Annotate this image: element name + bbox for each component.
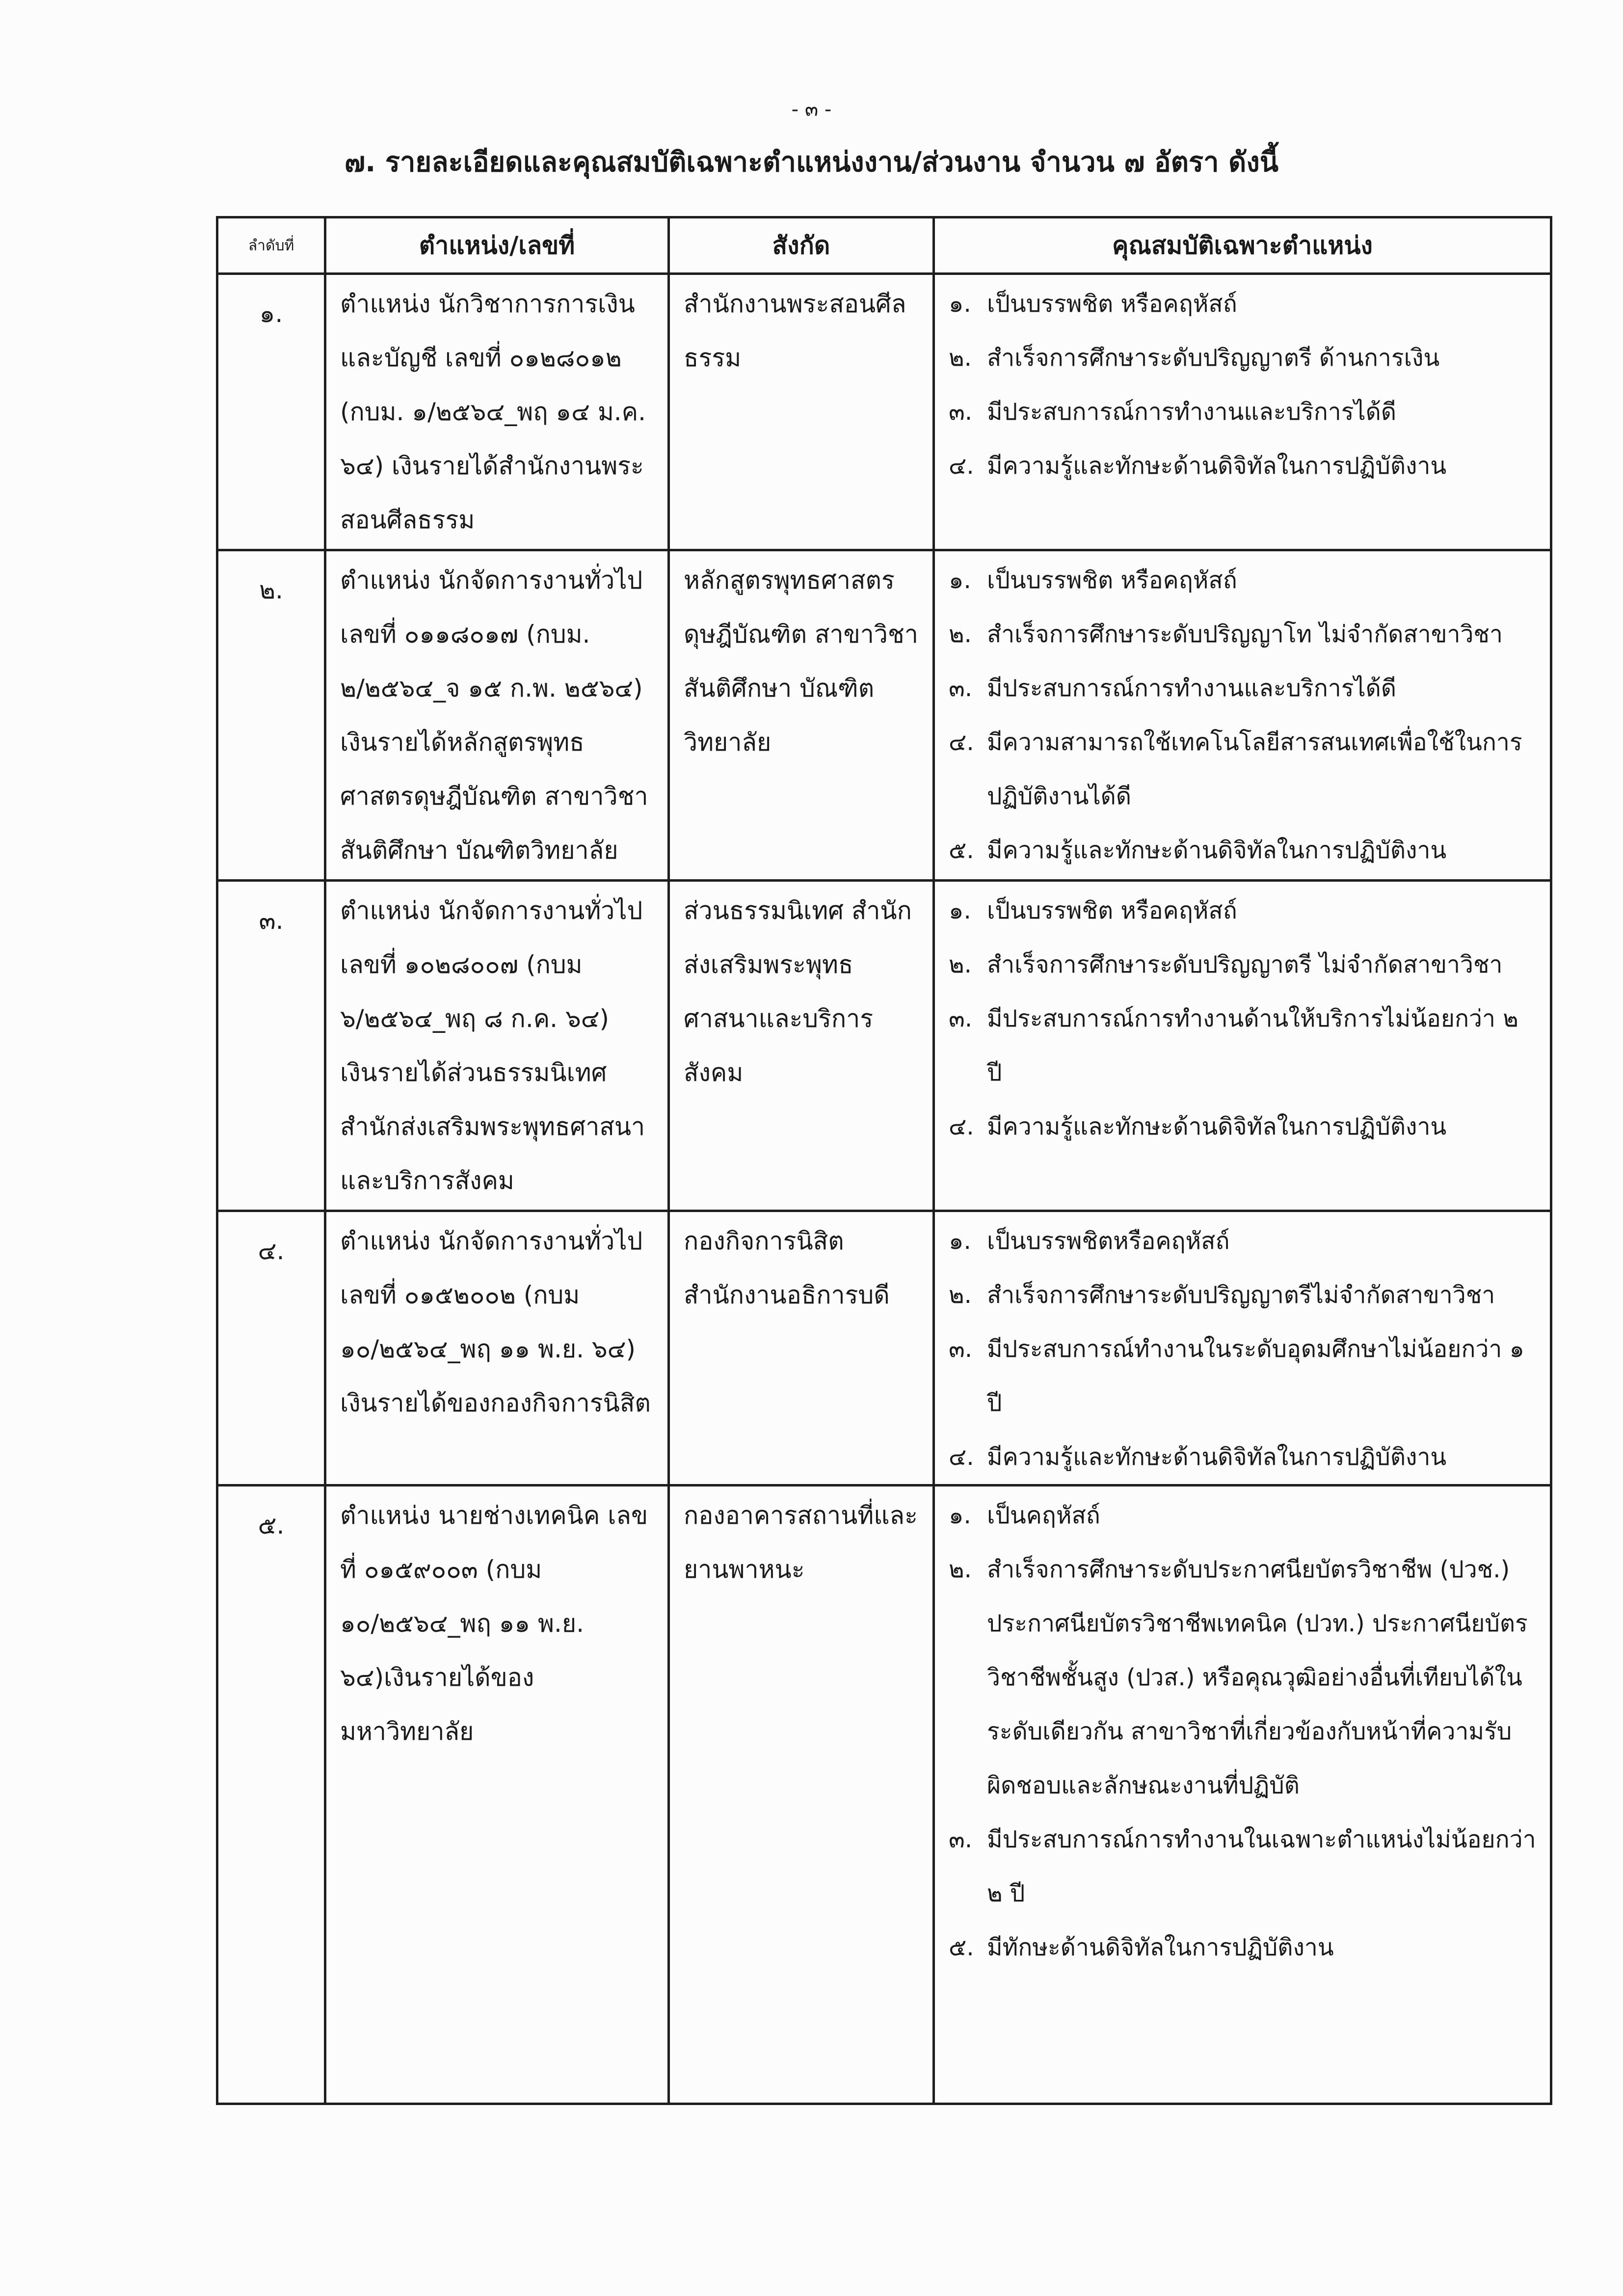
position-cell: ตำแหน่ง นายช่างเทคนิค เลขที่ ๐๑๕๙๐๐๓ (กบม ๑๐/๒๕๖๔_พฤ ๑๑ พ.ย. ๖๔)เงินรายได้ของมหาวิทยาลัย	[325, 1486, 669, 2104]
qualification-item: ๓. มีประสบการณ์การทำงานในเฉพาะตำแหน่งไม่น้อยกว่า ๒ ปี	[949, 1826, 1536, 1907]
qualification-item: ๑. เป็นบรรพชิต หรือคฤหัสถ์	[949, 567, 1237, 594]
qualifications-cell	[934, 550, 1551, 881]
qualification-item: ๒. สำเร็จการศึกษาระดับปริญญาโท ไม่จำกัดสาขาวิชา	[949, 621, 1503, 648]
position-cell: ตำแหน่ง นักจัดการงานทั่วไป เลขที่ ๐๑๕๒๐๐๒ (กบม ๑๐/๒๕๖๔_พฤ ๑๑ พ.ย. ๖๔) เงินรายได้ของกองกิจการนิสิต	[325, 1211, 669, 1486]
table-row	[217, 1486, 1551, 2104]
department-cell: สำนักงานพระสอนศีลธรรม	[669, 274, 934, 550]
qualification-item: ๒. สำเร็จการศึกษาระดับปริญญาตรี ไม่จำกัดสาขาวิชา	[949, 951, 1503, 978]
table-header-row	[217, 217, 1551, 274]
header-department: สังกัด	[669, 217, 934, 274]
row-number: ๒.	[217, 550, 325, 881]
qualification-item: ๔. มีความรู้และทักษะด้านดิจิทัลในการปฏิบัติงาน	[949, 1113, 1447, 1140]
row-number: ๓.	[217, 881, 325, 1211]
position-cell: ตำแหน่ง นักจัดการงานทั่วไป เลขที่ ๑๐๒๘๐๐๗ (กบม ๖/๒๕๖๔_พฤ ๘ ก.ค. ๖๔) เงินรายได้ส่วนธรรมนิเทศ สำนักส่งเสริมพระพุทธศาสนาและบริการสังคม	[325, 881, 669, 1211]
position-cell: ตำแหน่ง นักวิชาการการเงินและบัญชี เลขที่ ๐๑๒๘๐๑๒ (กบม. ๑/๒๕๖๔_พฤ ๑๔ ม.ค. ๖๔) เงินรายได้สำนักงานพระสอนศีลธรรม	[325, 274, 669, 550]
qualification-item: ๒. สำเร็จการศึกษาระดับปริญญาตรี ด้านการเงิน	[949, 344, 1440, 372]
qualifications-cell	[934, 1211, 1551, 1486]
qualifications-cell	[934, 881, 1551, 1211]
positions-table	[216, 216, 1552, 2105]
department-cell: ส่วนธรรมนิเทศ สำนักส่งเสริมพระพุทธศาสนาและบริการสังคม	[669, 881, 934, 1211]
position-cell: ตำแหน่ง นักจัดการงานทั่วไป เลขที่ ๐๑๑๘๐๑๗ (กบม. ๒/๒๕๖๔_จ ๑๕ ก.พ. ๒๕๖๔) เงินรายได้หลักสูตรพุทธศาสตรดุษฎีบัณฑิต สาขาวิชาสันติศึกษา บัณฑิตวิทยาลัย	[325, 550, 669, 881]
header-position: ตำแหน่ง/เลขที่	[325, 217, 669, 274]
qualification-item: ๑. เป็นบรรพชิต หรือคฤหัสถ์	[949, 290, 1237, 318]
row-number: ๑.	[217, 274, 325, 550]
qualification-item: ๑. เป็นบรรพชิต หรือคฤหัสถ์	[949, 897, 1237, 924]
header-qualifications: คุณสมบัติเฉพาะตำแหน่ง	[934, 217, 1551, 274]
qualification-item: ๓. มีประสบการณ์การทำงานและบริการได้ดี	[949, 675, 1397, 702]
qualifications-cell	[934, 274, 1551, 550]
qualification-item: ๒. สำเร็จการศึกษาระดับปริญญาตรีไม่จำกัดสาขาวิชา	[949, 1281, 1495, 1309]
qualification-item: ๒. สำเร็จการศึกษาระดับประกาศนียบัตรวิชาชีพ (ปวช.) ประกาศนียบัตรวิชาชีพเทคนิค (ปวท.) ประกาศนียบัตรวิชาชีพชั้นสูง (ปวส.) หรือคุณวุฒิอย่างอื่นที่เทียบได้ในระดับเดียวกัน สาขาวิชาที่เกี่ยวข้องกับหน้าที่ความรับผิดชอบและลักษณะงานที่ปฏิบัติ	[949, 1556, 1528, 1799]
department-cell: กองกิจการนิสิต สำนักงานอธิการบดี	[669, 1211, 934, 1486]
table-row	[217, 274, 1551, 550]
page-number: - ๓ -	[791, 98, 832, 121]
qualification-item: ๑. เป็นบรรพชิตหรือคฤหัสถ์	[949, 1227, 1230, 1255]
header-order: ลำดับที่	[217, 217, 325, 274]
section-heading: ๗. รายละเอียดและคุณสมบัติเฉพาะตำแหน่งงาน/ส่วนงาน จำนวน ๗ อัตรา ดังนี้	[344, 146, 1278, 178]
qualification-item: ๓. มีประสบการณ์การทำงานและบริการได้ดี	[949, 398, 1397, 426]
qualifications-cell	[934, 1486, 1551, 2104]
qualification-item: ๕. มีความรู้และทักษะด้านดิจิทัลในการปฏิบัติงาน	[949, 837, 1447, 864]
qualification-item: ๕. มีทักษะด้านดิจิทัลในการปฏิบัติงาน	[949, 1934, 1334, 1961]
department-cell: กองอาคารสถานที่และยานพาหนะ	[669, 1486, 934, 2104]
qualification-item: ๑. เป็นคฤหัสถ์	[949, 1502, 1100, 1529]
qualification-item: ๓. มีประสบการณ์การทำงานด้านให้บริการไม่น้อยกว่า ๒ ปี	[949, 1005, 1518, 1086]
department-cell: หลักสูตรพุทธศาสตรดุษฎีบัณฑิต สาขาวิชาสันติศึกษา บัณฑิตวิทยาลัย	[669, 550, 934, 881]
qualification-item: ๔. มีความสามารถใช้เทคโนโลยีสารสนเทศเพื่อใช้ในการปฏิบัติงานได้ดี	[949, 729, 1522, 810]
qualification-item: ๔. มีความรู้และทักษะด้านดิจิทัลในการปฏิบัติงาน	[949, 452, 1447, 480]
table-row	[217, 881, 1551, 1211]
row-number: ๔.	[217, 1211, 325, 1486]
row-number: ๕.	[217, 1486, 325, 2104]
table-row	[217, 1211, 1551, 1486]
table-row	[217, 550, 1551, 881]
qualification-item: ๓. มีประสบการณ์ทำงานในระดับอุดมศึกษาไม่น้อยกว่า ๑ ปี	[949, 1335, 1525, 1417]
qualification-item: ๔. มีความรู้และทักษะด้านดิจิทัลในการปฏิบัติงาน	[949, 1443, 1447, 1471]
